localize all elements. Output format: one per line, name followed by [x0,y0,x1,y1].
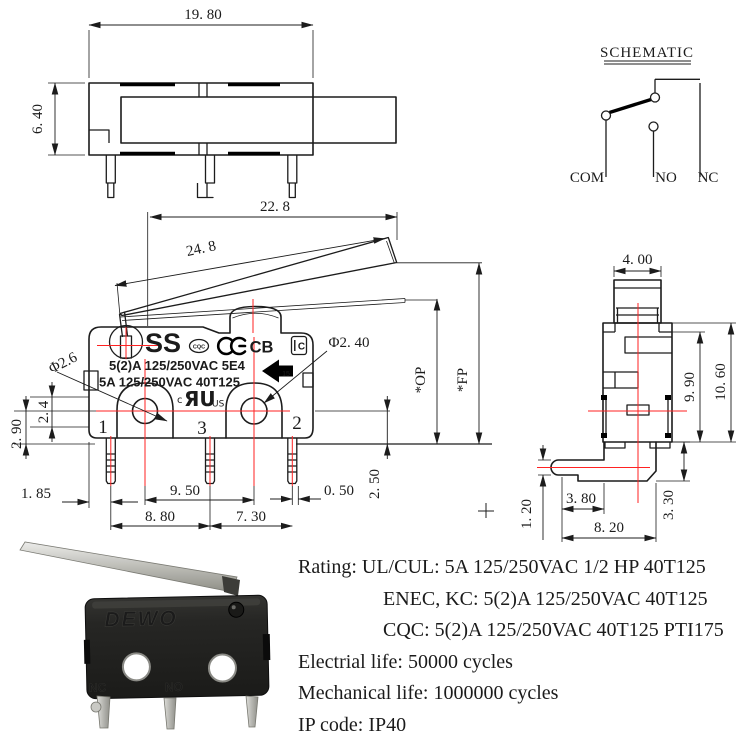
dim-fp: *FP [455,367,471,393]
top-view-center-ticks [199,83,207,155]
schematic-label-no: NO [655,170,677,186]
schematic-title-underline [604,61,691,64]
schematic [570,45,719,186]
top-view-body-outline [89,83,313,155]
dim-8-20: 8. 20 [594,520,624,536]
dim-op: *OP [413,366,429,394]
schematic-com-contact [602,111,611,120]
schematic-title: SCHEMATIC [599,45,695,61]
svg-text:c: c [177,395,183,406]
dim-6-40: 6. 40 [30,104,46,134]
photo-rivet [229,602,244,617]
spec-mechanical-life: Mechanical life: 1000000 cycles [298,682,559,704]
pollution-control-mark [262,360,293,383]
centerline-symbol [478,503,494,518]
rating-marking-1: 5(2)A 125/250VAC 5E4 [109,358,245,373]
dim-19-80: 19. 80 [184,7,222,23]
spec-enec-kc: ENEC, KC: 5(2)A 125/250VAC 40T125 [383,588,708,610]
ul-mark [177,387,225,411]
photo-lever-curl [222,576,240,596]
dim-4-00: 4. 00 [622,252,653,268]
schematic-nc-contact [651,93,660,102]
top-view-pins [106,155,296,198]
photo-left-hole [123,653,151,681]
side-clip-lines [606,397,668,437]
dim-8-80: 8. 80 [145,509,175,525]
product-photo [20,542,271,729]
plunger-inner-arc [233,313,279,318]
kc-mark [292,337,307,355]
dim-9-50: 9. 50 [170,483,200,499]
dim-hole-left: Φ2.6 [46,349,81,378]
dimline-24-8 [115,239,385,286]
right-clip-tab [303,373,313,387]
photo-pins [91,696,258,729]
schematic-no-contact [649,122,658,131]
side-mid-block [603,372,638,388]
dim-9-90: 9. 90 [682,372,698,402]
schematic-label-com: COM [569,170,605,186]
dim-10-60: 10. 60 [713,363,729,401]
spec-electrical-life: Electrial life: 50000 cycles [298,651,513,673]
photo-right-notch [263,634,271,660]
top-view-notch [89,130,109,143]
ext-19-80 [89,30,313,78]
terminal-number-1: 1 [98,417,108,438]
svg-text:15: 15 [282,371,290,378]
photo-body-group [83,595,271,699]
photo-label-nc: NC [88,680,107,695]
lever-position-extensions [397,263,482,300]
side-upper-block [625,337,672,353]
ce-mark [218,338,245,354]
top-view-lever-outline [121,97,396,143]
svg-text:C: C [297,341,306,353]
dim-1-85: 1. 85 [21,486,51,502]
side-view [519,252,736,542]
dim-2-4: 2. 4 [36,400,52,424]
spec-cqc: CQC: 5(2)A 125/250VAC 40T125 PTI175 [383,619,724,641]
rating-marking-2: 5A 125/250VAC 40T125 [99,374,240,390]
cb-mark: CB [249,338,274,357]
front-pins [106,438,296,484]
side-clip-marks [601,395,671,438]
front-view [9,199,494,530]
svg-text:ЯU: ЯU [184,387,216,411]
dim-1-20: 1. 20 [519,499,535,529]
schematic-switch-blade [610,100,652,113]
cqc-logo-text: CQC [192,344,206,351]
dim-hole-right: Φ2. 40 [328,335,370,351]
schematic-label-nc: NC [697,170,719,186]
dim-3-80: 3. 80 [566,491,596,507]
svg-text:US: US [212,399,225,410]
ext-6-40 [48,83,85,155]
dim-0-50: 0. 50 [324,483,354,499]
photo-right-hole [209,654,237,682]
brand-text: SS [144,328,182,358]
terminal-number-3: 3 [197,418,207,439]
lever-free-position [120,238,397,316]
side-centerlines [537,303,687,503]
dim-7-30: 7. 30 [236,509,266,525]
spec-rating: Rating: UL/CUL: 5A 125/250VAC 1/2 HP 40T125 [298,556,706,578]
photo-lever [20,542,237,592]
ext-24-8 [117,283,120,316]
photo-label-no: NO [164,679,184,695]
top-view [30,7,396,198]
dim-24-8: 24. 8 [184,238,218,261]
dim-22-8: 22. 8 [260,199,290,215]
spec-ip-code: IP code: IP40 [298,714,407,736]
dim-2-90: 2. 90 [9,419,25,449]
specifications [298,556,724,736]
dim-2-50: 2. 50 [367,469,383,499]
photo-brand-text: DEWO [104,606,178,632]
terminal-number-2: 2 [292,413,302,434]
bent-terminal [551,442,656,481]
photo-left-notch [84,640,91,664]
dim-3-30: 3. 30 [661,490,677,520]
